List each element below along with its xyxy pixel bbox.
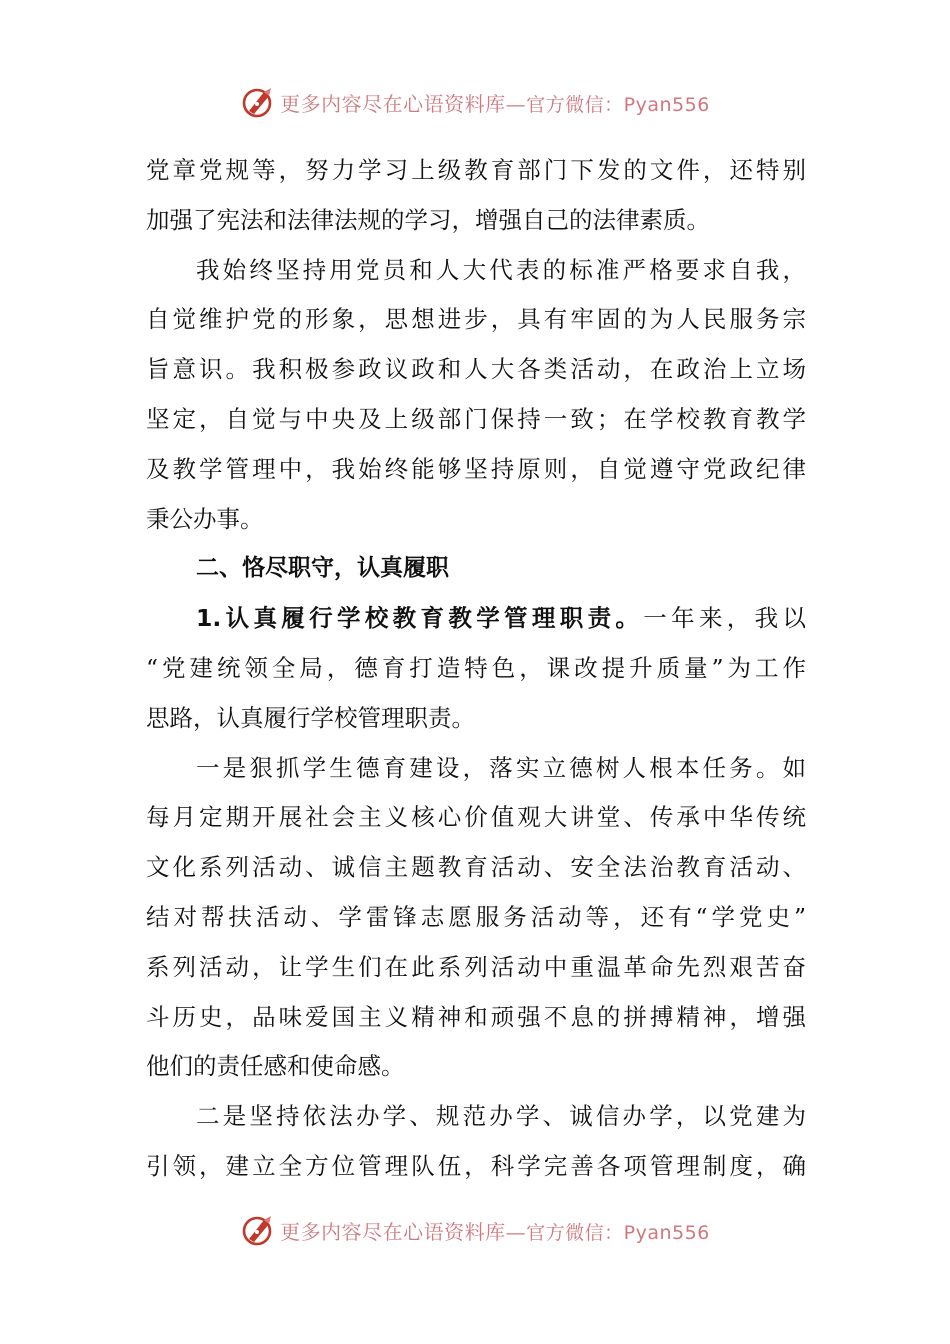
paragraph-line: 自觉维护党的形象，思想进步，具有牢固的为人民服务宗 xyxy=(146,305,806,334)
paragraph-line: 系列活动，让学生们在此系列活动中重温革命先烈艰苦奋 xyxy=(146,952,806,981)
pen-nib-circle-icon xyxy=(240,84,276,120)
paragraph-line: 结对帮扶活动、学雷锋志愿服务活动等，还有“学党史” xyxy=(146,902,806,931)
paragraph-line: 一是狠抓学生德育建设，落实立德树人根本任务。如 xyxy=(196,753,806,782)
watermark-banner-top xyxy=(0,82,950,122)
paragraph-line: 我始终坚持用党员和人大代表的标准严格要求自我， xyxy=(196,255,806,284)
document-body xyxy=(146,146,806,1192)
paragraph-line: 旨意识。我积极参政议政和人大各类活动，在政治上立场 xyxy=(146,355,806,384)
subsection-lead: 1.认真履行学校教育教学管理职责。 xyxy=(196,604,644,633)
paragraph-line: “党建统领全局，德育打造特色，课改提升质量”为工作 xyxy=(146,653,806,682)
watermark-banner-bottom xyxy=(0,1210,950,1250)
section-heading: 二、恪尽职守，认真履职 xyxy=(196,555,449,582)
paragraph-line: 党章党规等，努力学习上级教育部门下发的文件，还特别 xyxy=(146,156,806,184)
paragraph-line: 及教学管理中，我始终能够坚持原则，自觉遵守党政纪律 xyxy=(146,454,806,483)
watermark-text: 更多内容尽在心语资料库—官方微信：Pyan556 xyxy=(280,1219,710,1244)
paragraph-line: 二是坚持依法办学、规范办学、诚信办学，以党建为 xyxy=(196,1102,806,1131)
paragraph-line: 引领，建立全方位管理队伍，科学完善各项管理制度，确 xyxy=(146,1151,806,1180)
paragraph-line: 坚定，自觉与中央及上级部门保持一致；在学校教育教学 xyxy=(146,404,806,433)
paragraph-line: 斗历史，品味爱国主义精神和顽强不息的拼搏精神，增强 xyxy=(146,1002,806,1031)
watermark-text: 更多内容尽在心语资料库—官方微信：Pyan556 xyxy=(280,91,710,116)
paragraph-line: 文化系列活动、诚信主题教育活动、安全法治教育活动、 xyxy=(146,853,806,882)
pen-nib-circle-icon xyxy=(240,1212,276,1248)
paragraph-line: 思路，认真履行学校管理职责。 xyxy=(146,703,475,732)
paragraph-line xyxy=(146,594,806,644)
paragraph-line: 每月定期开展社会主义核心价值观大讲堂、传承中华传统 xyxy=(146,803,806,832)
paragraph-line-tail: 一年来，我以 xyxy=(643,604,806,633)
paragraph-line: 加强了宪法和法律法规的学习，增强自己的法律素质。 xyxy=(146,205,710,234)
paragraph-line: 他们的责任感和使命感。 xyxy=(146,1052,405,1081)
paragraph-line: 秉公办事。 xyxy=(146,504,264,533)
